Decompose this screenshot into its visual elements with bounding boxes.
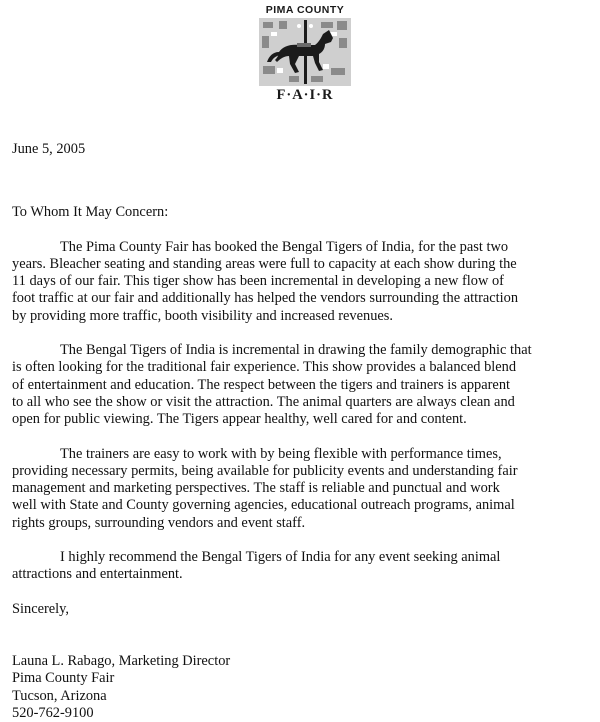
paragraph-line: of entertainment and education. The respect between the tigers and trainers is apparent [12, 376, 511, 393]
paragraph-line: I highly recommend the Bengal Tigers of India for any event seeking animal [60, 549, 501, 566]
paragraph-line: The Pima County Fair has booked the Bengal Tigers of India, for the past two [60, 238, 509, 255]
signature-phone: 520-762-9100 [12, 704, 94, 721]
paragraph-line: is often looking for the traditional fair experience. This show provides a balanced blend [12, 359, 517, 376]
paragraph-line: by providing more traffic, booth visibility and increased revenues. [12, 307, 393, 324]
paragraph-line: foot traffic at our fair and additionally has helped the vendors surrounding the attraction [12, 290, 519, 307]
letter-date: June 5, 2005 [12, 141, 86, 157]
paragraph-line: 11 days of our fair. This tiger show has been incremental in developing a new flow of [12, 273, 504, 290]
letter-body [12, 141, 600, 722]
letter-salutation: To Whom It May Concern: [12, 204, 169, 221]
signature-organization: Pima County Fair [12, 670, 115, 687]
paragraph-line: to all who see the show or visit the attraction. The animal quarters are always clean and [12, 393, 515, 410]
logo-top-text: PIMA COUNTY [265, 4, 345, 16]
paragraph-1 [12, 239, 600, 325]
paragraph-4 [12, 549, 600, 584]
paragraph-line: The trainers are easy to work with by being flexible with performance times, [60, 445, 502, 462]
carousel-horse-icon [259, 18, 351, 86]
paragraph-line: providing necessary permits, being available for publicity events and understanding fair [12, 462, 518, 479]
signature-block [12, 653, 600, 722]
paragraph-line: rights groups, surrounding vendors and event staff. [12, 514, 306, 531]
signature-city: Tucson, Arizona [12, 687, 107, 704]
paragraph-3 [12, 446, 600, 532]
paragraph-line: attractions and entertainment. [12, 566, 183, 583]
paragraph-line: years. Bleacher seating and standing areas were full to capacity at each show during the [12, 255, 517, 272]
signature-name-title: Launa L. Rabago, Marketing Director [12, 652, 231, 669]
letter-closing: Sincerely, [12, 600, 70, 617]
paragraph-line: well with State and County governing agencies, educational outreach programs, animal [12, 497, 515, 514]
pima-county-fair-logo [250, 4, 360, 108]
paragraph-line: The Bengal Tigers of India is incremental in drawing the family demographic that [60, 342, 532, 359]
logo-bottom-text: F·A·I·R [276, 87, 334, 103]
paragraph-2 [12, 342, 600, 428]
paragraph-line: management and marketing perspectives. The staff is reliable and punctual and work [12, 480, 500, 497]
paragraph-line: open for public viewing. The Tigers appear healthy, well cared for and content. [12, 411, 467, 428]
